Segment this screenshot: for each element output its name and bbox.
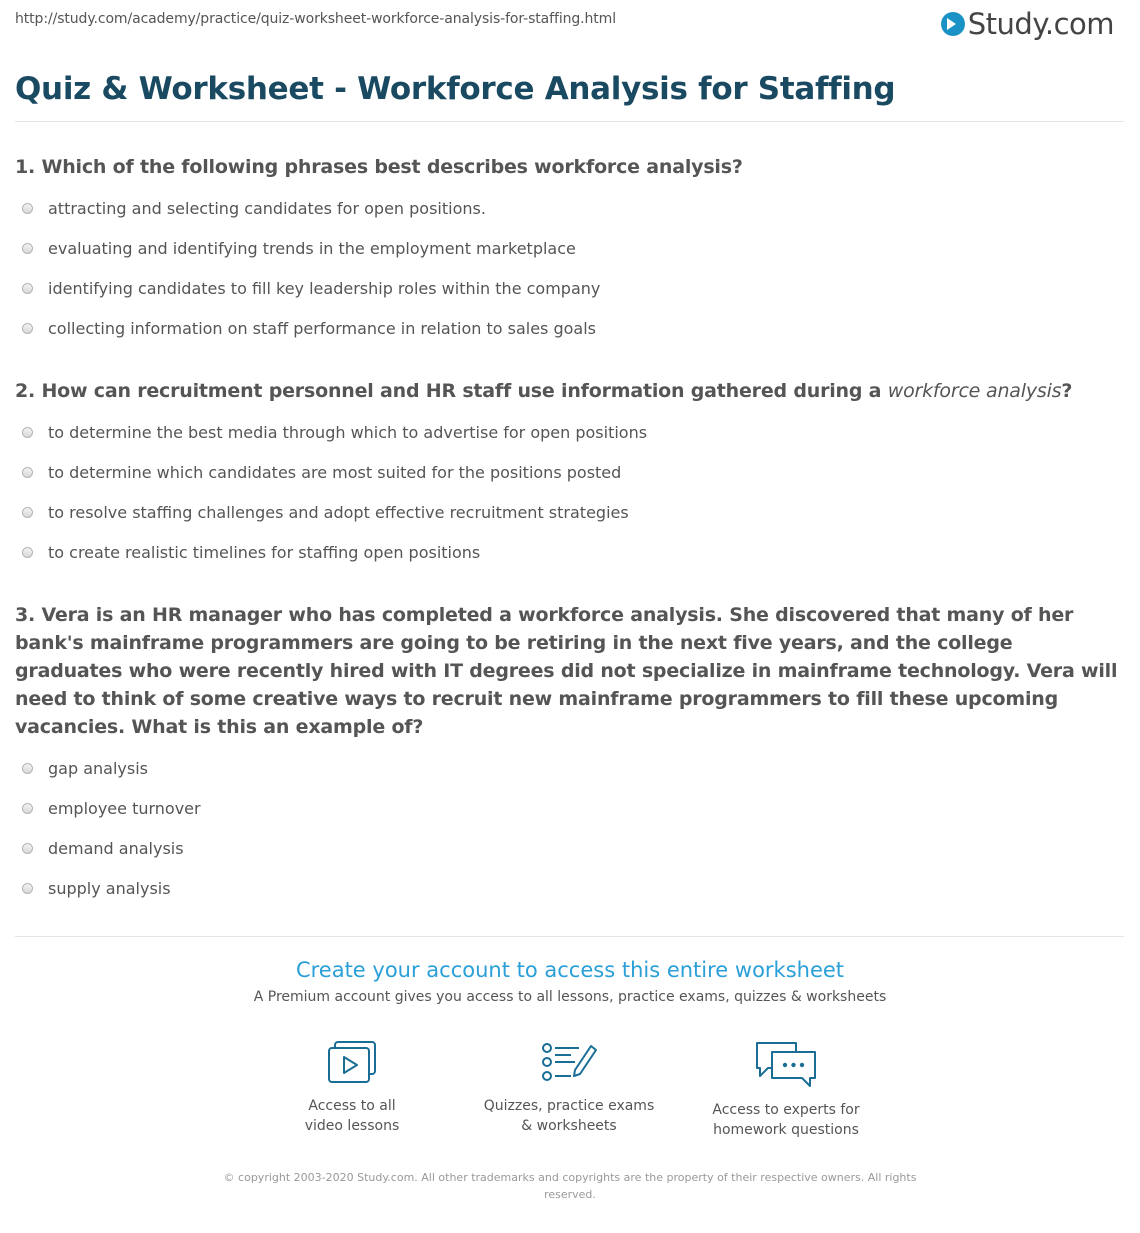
feature-label-line-2: homework questions — [713, 1122, 859, 1138]
page-title: Quiz & Worksheet - Workforce Analysis for Staffing — [15, 71, 896, 107]
radio-button[interactable] — [22, 323, 33, 334]
cta-divider — [15, 936, 1124, 937]
radio-button[interactable] — [22, 283, 33, 294]
create-account-link[interactable]: Create your account to access this entire worksheet — [295, 958, 845, 982]
question-3-text: 3. Vera is an HR manager who has completed a workforce analysis. She discovered that many of her bank's mainframe programmers are going to be retiring in the next five years, and the college graduates who were recently hired with IT degrees did not specialize in mainframe technology. Vera will need to think of some creative ways to recruit new mainframe programmers to fill these upcoming vacancies. What is this an example of? — [15, 604, 1118, 738]
chat-bubbles-icon — [754, 1040, 818, 1088]
radio-button[interactable] — [22, 803, 33, 814]
option-label: evaluating and identifying trends in the employment marketplace — [48, 238, 576, 258]
option-label: supply analysis — [48, 878, 171, 898]
option-label: attracting and selecting candidates for open positions. — [48, 198, 486, 218]
question-2-option-a[interactable] — [22, 422, 647, 442]
radio-button[interactable] — [22, 243, 33, 254]
feature-experts — [686, 1040, 886, 1140]
option-label: identifying candidates to fill key leadership roles within the company — [48, 278, 601, 298]
option-label: to resolve staffing challenges and adopt effective recruitment strategies — [48, 502, 629, 522]
title-divider — [15, 121, 1124, 122]
radio-button[interactable] — [22, 547, 33, 558]
radio-button[interactable] — [22, 507, 33, 518]
radio-button[interactable] — [22, 763, 33, 774]
feature-label-line-1: Access to all — [308, 1098, 396, 1114]
quiz-checklist-icon — [541, 1040, 597, 1084]
logo-text: Study.com — [967, 7, 1114, 41]
question-2-option-d[interactable] — [22, 542, 480, 562]
question-2-text-emphasis: workforce analysis — [887, 380, 1062, 402]
question-2-option-b[interactable] — [22, 462, 621, 482]
question-2-text — [15, 377, 1118, 405]
option-label: to determine the best media through which to advertise for open positions — [48, 422, 648, 442]
question-1-option-b[interactable] — [22, 238, 576, 258]
feature-label-line-1: Access to experts for — [712, 1102, 860, 1118]
option-label: to create realistic timelines for staffing open positions — [48, 542, 481, 562]
feature-video-lessons — [252, 1040, 452, 1136]
question-1-text: 1. Which of the following phrases best describes workforce analysis? — [15, 156, 743, 178]
option-label: gap analysis — [48, 758, 148, 778]
feature-quizzes — [469, 1040, 669, 1136]
question-3-option-d[interactable] — [22, 878, 171, 898]
radio-button[interactable] — [22, 467, 33, 478]
question-3-option-b[interactable] — [22, 798, 201, 818]
option-label: employee turnover — [48, 798, 201, 818]
page-url: http://study.com/academy/practice/quiz-worksheet-workforce-analysis-for-staffing.html — [15, 11, 617, 27]
question-3-option-c[interactable] — [22, 838, 184, 858]
feature-label — [469, 1096, 669, 1136]
feature-label-line-2: & worksheets — [521, 1118, 617, 1134]
option-label: collecting information on staff performance in relation to sales goals — [48, 318, 596, 338]
study-logo[interactable] — [941, 6, 1114, 42]
radio-button[interactable] — [22, 427, 33, 438]
question-1-option-d[interactable] — [22, 318, 596, 338]
video-lesson-icon — [327, 1040, 377, 1084]
radio-button[interactable] — [22, 883, 33, 894]
radio-button[interactable] — [22, 203, 33, 214]
feature-label — [252, 1096, 452, 1136]
feature-label-line-1: Quizzes, practice exams — [483, 1098, 655, 1114]
feature-label-line-2: video lessons — [304, 1118, 400, 1134]
question-2-text-end: ? — [1061, 380, 1073, 402]
play-logo-icon — [941, 12, 965, 36]
question-2-text-start: 2. How can recruitment personnel and HR staff use information gathered during a — [15, 380, 888, 402]
option-label: demand analysis — [48, 838, 184, 858]
question-3-option-a[interactable] — [22, 758, 148, 778]
radio-button[interactable] — [22, 843, 33, 854]
cta-subtitle: A Premium account gives you access to all lessons, practice exams, quizzes & worksheets — [253, 989, 887, 1005]
question-1-option-c[interactable] — [22, 278, 600, 298]
question-2-option-c[interactable] — [22, 502, 629, 522]
copyright-text: © copyright 2003-2020 Study.com. All other trademarks and copyrights are the property of their respective owners. All rights reserved. — [223, 1171, 917, 1201]
option-label: to determine which candidates are most suited for the positions posted — [48, 462, 622, 482]
question-1-option-a[interactable] — [22, 198, 486, 218]
feature-label — [686, 1100, 886, 1140]
